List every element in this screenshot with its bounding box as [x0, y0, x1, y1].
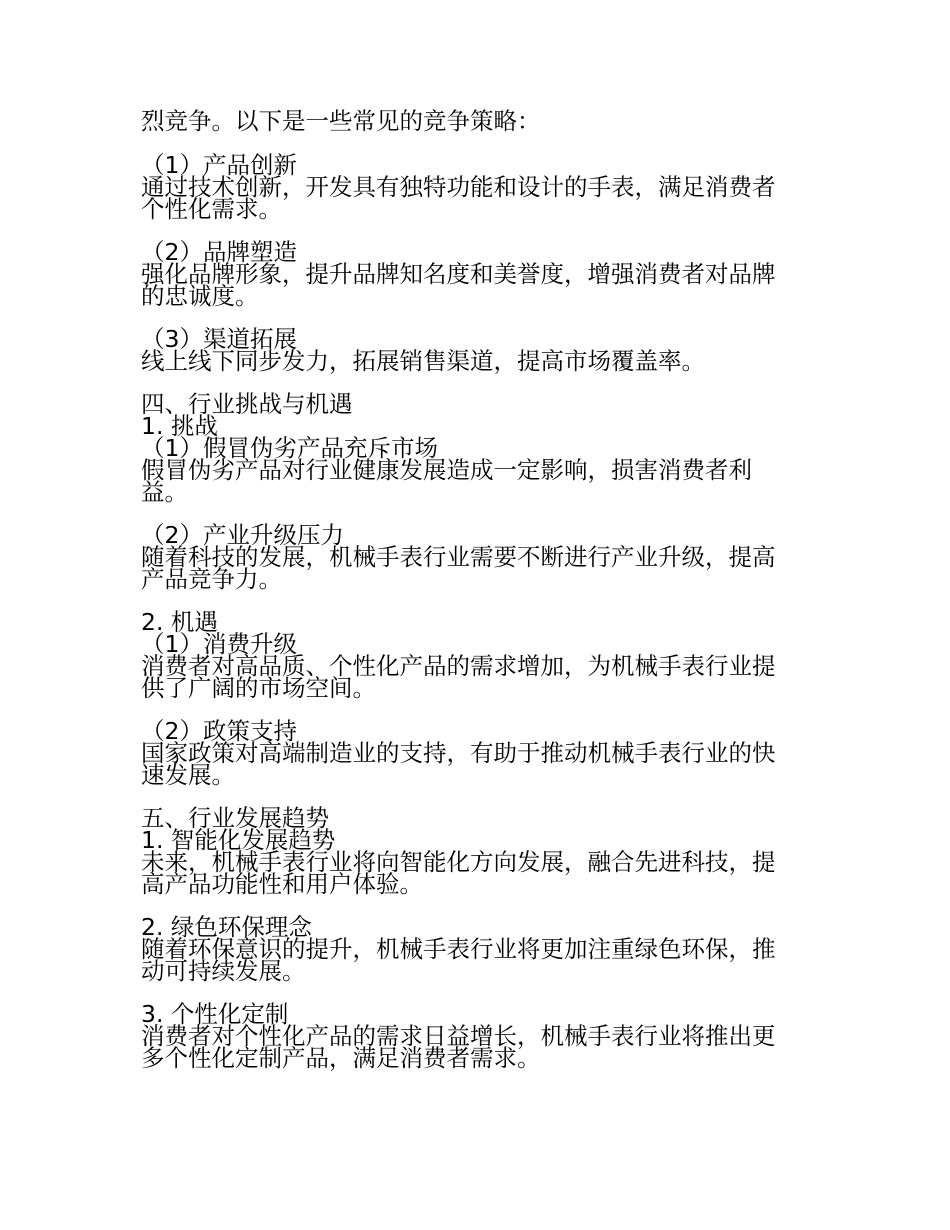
strategy-title-2: （2）品牌塑造: [141, 238, 297, 266]
strategy-body-2-line-1: 强化品牌形象，提升品牌知名度和美誉度，增强消费者对品牌: [141, 260, 776, 288]
opportunity-body-1-line-2: 供了广阔的市场空间。: [141, 674, 376, 702]
trend-body-2-line-1: 随着环保意识的提升，机械手表行业将更加注重绿色环保，推: [141, 935, 776, 963]
challenges-heading: 1. 挑战: [141, 412, 218, 440]
strategy-title-3: （3）渠道拓展: [141, 325, 297, 353]
trend-body-2-line-2: 动可持续发展。: [141, 957, 306, 985]
strategy-body-1-line-1: 通过技术创新，开发具有独特功能和设计的手表，满足消费者: [141, 173, 776, 201]
opportunities-heading: 2. 机遇: [141, 608, 218, 636]
challenge-title-2: （2）产业升级压力: [141, 521, 344, 549]
section-4-heading: 四、行业挑战与机遇: [141, 390, 353, 418]
opportunity-title-1: （1）消费升级: [141, 630, 297, 658]
trend-title-2: 2. 绿色环保理念: [141, 913, 312, 941]
strategy-body-2-line-2: 的忠诚度。: [141, 282, 259, 310]
trend-body-3-line-1: 消费者对个性化产品的需求日益增长，机械手表行业将推出更: [141, 1022, 776, 1050]
strategy-title-1: （1）产品创新: [141, 151, 297, 179]
opportunity-body-2-line-1: 国家政策对高端制造业的支持，有助于推动机械手表行业的快: [141, 739, 776, 767]
challenge-title-1: （1）假冒伪劣产品充斥市场: [141, 434, 438, 462]
challenge-body-2-line-2: 产品竞争力。: [141, 565, 282, 593]
challenge-body-1-line-2: 益。: [141, 478, 188, 506]
section-5-heading: 五、行业发展趋势: [141, 804, 329, 832]
trend-title-1: 1. 智能化发展趋势: [141, 826, 336, 854]
trend-body-1-line-1: 未来，机械手表行业将向智能化方向发展，融合先进科技，提: [141, 848, 776, 876]
challenge-body-2-line-1: 随着科技的发展，机械手表行业需要不断进行产业升级，提高: [141, 543, 776, 571]
strategy-body-3-line-1: 线上线下同步发力，拓展销售渠道，提高市场覆盖率。: [141, 347, 705, 375]
opportunity-body-2-line-2: 速发展。: [141, 761, 235, 789]
intro-text: 烈竞争。以下是一些常见的竞争策略：: [141, 107, 541, 135]
trend-body-3-line-2: 多个性化定制产品，满足消费者需求。: [141, 1044, 541, 1072]
trend-title-3: 3. 个性化定制: [141, 1000, 289, 1028]
opportunity-body-1-line-1: 消费者对高品质、个性化产品的需求增加，为机械手表行业提: [141, 652, 776, 680]
trend-body-1-line-2: 高产品功能性和用户体验。: [141, 870, 423, 898]
strategy-body-1-line-2: 个性化需求。: [141, 195, 282, 223]
challenge-body-1-line-1: 假冒伪劣产品对行业健康发展造成一定影响，损害消费者利: [141, 456, 752, 484]
opportunity-title-2: （2）政策支持: [141, 717, 297, 745]
